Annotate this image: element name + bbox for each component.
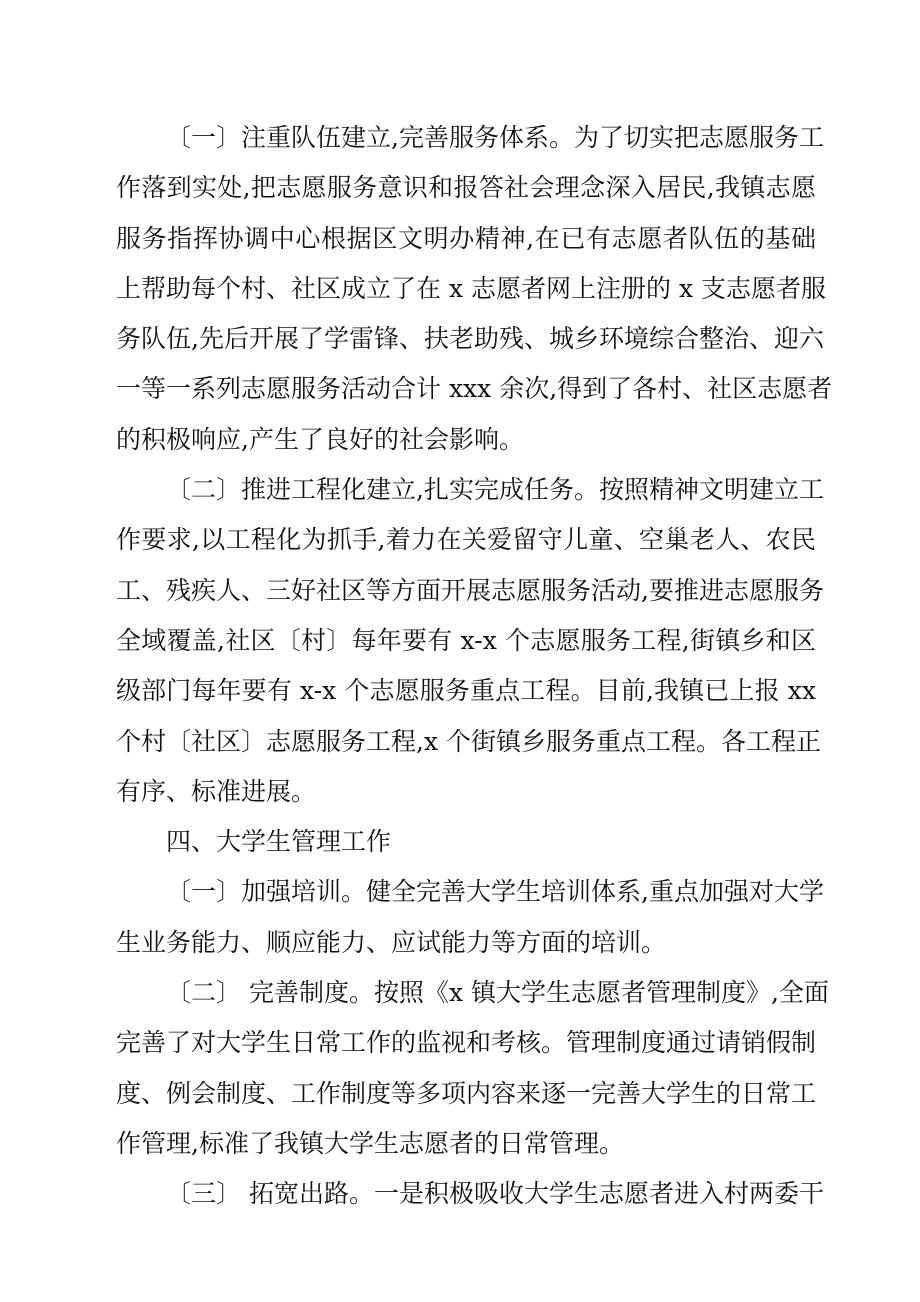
text-line: 作落到实处,把志愿服务意识和报答社会理念深入居民,我镇志愿 [116,173,816,203]
text-line: 作要求,以工程化为抓手,着力在关爱留守儿童、空巢老人、农民 [116,525,816,555]
text-line: 级部门每年要有 x-x 个志愿服务重点工程。目前,我镇已上报 xx [116,676,816,706]
text-line: 〔一〕加强培训。健全完善大学生培训体系,重点加强对大学 [166,877,824,907]
text-line: 务队伍,先后开展了学雷锋、扶老助残、城乡环境综合整治、迎六 [116,324,824,354]
text-line: 〔三〕 拓宽出路。一是积极吸收大学生志愿者进入村两委干 [166,1179,824,1209]
text-line: 度、例会制度、工作制度等多项内容来逐一完善大学生的日常工 [116,1078,817,1108]
text-line: 有序、标准进展。 [116,776,317,806]
text-line: 上帮助每个村、社区成立了在 x 志愿者网上注册的 x 支志愿者服 [116,273,826,303]
section-heading: 四、大学生管理工作 [166,827,392,857]
text-line: 的积极响应,产生了良好的社会影响。 [116,424,524,454]
text-line: 〔二〕推进工程化建立,扎实完成任务。按照精神文明建立工 [166,475,824,505]
document-body [116,113,833,1220]
text-line: 服务指挥协调中心根据区文明办精神,在已有志愿者队伍的基础 [116,223,816,253]
text-line: 〔二〕 完善制度。按照《x 镇大学生志愿者管理制度》,全面 [166,978,829,1008]
text-line: 生业务能力、顺应能力、应试能力等方面的培训。 [116,927,667,957]
text-line: 工、残疾人、三好社区等方面开展志愿服务活动,要推进志愿服务 [116,575,824,605]
text-line: 个村〔社区〕志愿服务工程,x 个街镇乡服务重点工程。各工程正 [116,726,821,756]
text-line: 全域覆盖,社区〔村〕每年要有 x-x 个志愿服务工程,街镇乡和区 [116,625,816,655]
text-line: 作管理,标准了我镇大学生志愿者的日常管理。 [116,1128,624,1158]
text-line: 完善了对大学生日常工作的监视和考核。管理制度通过请销假制 [116,1028,817,1058]
text-line: 〔一〕注重队伍建立,完善服务体系。为了切实把志愿服务工 [166,123,824,152]
text-line: 一等一系列志愿服务活动合计 xxx 余次,得到了各村、社区志愿者 [116,374,833,404]
